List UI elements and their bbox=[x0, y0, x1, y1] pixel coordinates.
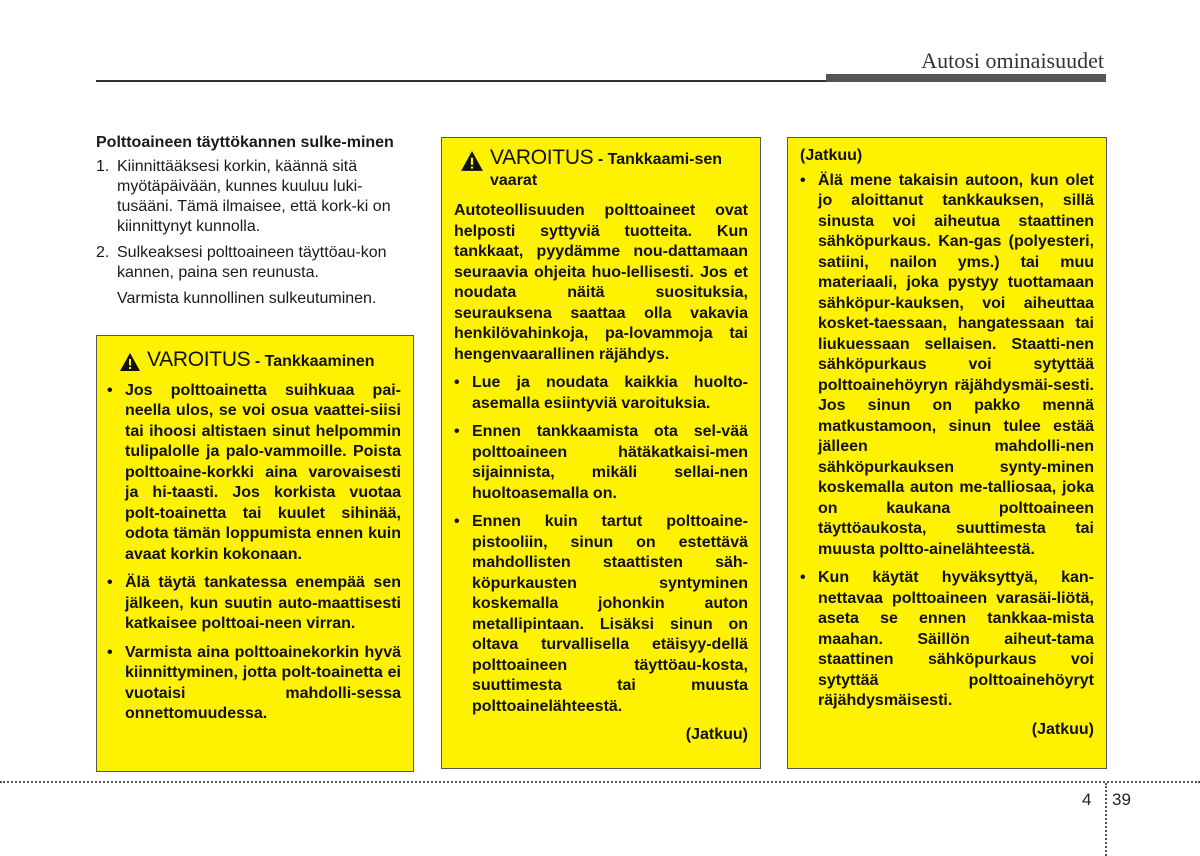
warning-label: VAROITUS bbox=[147, 348, 251, 371]
warning-box-refueling bbox=[96, 335, 414, 772]
step-number: 1. bbox=[96, 158, 110, 175]
section-heading: Polttoaineen täyttökannen sulke-minen bbox=[96, 134, 394, 151]
warning-bullet: • Lue ja noudata kaikkia huolto-asemalla esiintyviä varoituksia. bbox=[454, 373, 748, 414]
warning-intro: Autoteollisuuden polttoaineet ovat helposti syttyviä tuotteita. Kun tankkaat, pyydämme nou-dattamaan seuraavia ohjeita huo-lellisesti. Jos et noudata näitä suosituksia, seurauksena saattaa olla vakavia henkilövahinkoja, pa-lovammoja tai hengenvaarallinen räjähdys. bbox=[454, 202, 748, 363]
footer-page-divider bbox=[1105, 783, 1107, 856]
warning-bullet: • Kun käytät hyväksyttyä, kan-nettavaa polttoaineen varasäi-liötä, aseta se ennen tankkaa-mista maahan. Säillön aiheut-tama staattinen sähköpurkaus voi sytyttää polttoainehöyryt räjähdysmäisesti. bbox=[800, 568, 1094, 712]
warning-bullet: • Jos polttoainetta suihkuaa pai-neella ulos, se voi osua vaattei-siisi tai ihoosi altistaen sinut helpommin tulipalolle ja palo-vammoille. Poista polttoaine-korkki aina varovaisesti ja hi-taasti. Jos korkista vuotaa polt-toainetta tai kuulet sihinää, odota tämän loppumista ennen kuin avaat korkin kokonaan. bbox=[107, 381, 401, 566]
warning-bullet: • Älä täytä tankatessa enempää sen jälkeen, kun suutin auto-maattisesti katkaisee polttoai-neen virran. bbox=[107, 573, 401, 635]
bullet-icon: • bbox=[800, 171, 806, 189]
warning-bullet: • Ennen kuin tartut polttoaine-pistooliin, sinun on estettävä mahdollisten staattisten säh-köpurkausten syntyminen koskemalla johonkin auton metallipintaan. Lisäksi sinun on oltava turvallisella etäisyy-dellä polttoaineen täyttöau-kosta, suuttimesta tai muusta polttoainelähteestä. bbox=[454, 512, 748, 717]
bullet-icon: • bbox=[107, 643, 113, 661]
continued-header: (Jatkuu) bbox=[800, 147, 863, 164]
footer-divider bbox=[0, 781, 1200, 783]
warning-list bbox=[454, 373, 748, 717]
page-number: 39 bbox=[1112, 790, 1131, 809]
warning-bullet: • Ennen tankkaamista ota sel-vää polttoaineen hätäkatkaisi-men sijainnista, mikäli sellai-nen huoltoasemalla on. bbox=[454, 422, 748, 504]
bullet-icon: • bbox=[454, 423, 460, 440]
bullet-icon: • bbox=[800, 569, 806, 586]
warning-box-continued bbox=[787, 137, 1107, 769]
warning-bullet: • Älä mene takaisin autoon, kun olet jo aloittanut tankkauksen, sillä sinusta voi aiheutua staattinen sähköpurkaus. Kan-gas (polyesteri, satiini, nailon yms.) tai muu materiaali, joka pystyy tuottamaan sähköpur-kauksen, voi aiheuttaa kosket-taessaan, hangatessaan tai liukuessaan sellaisen. Staatti-nen sähköpurkaus voi sytyttää polttoainehöyryn räjähdysmäi-sesti. Jos sinun on pakko mennä matkustamoon, sinun tulee estää jälleen mahdolli-nen sähköpurkauksen synty-minen koskemalla auton me-talliosaa, joka on kaukana polttoaineen täyttöaukosta, suuttimesta tai muusta poltto-ainelähteestä. bbox=[800, 171, 1094, 561]
warning-label: VAROITUS bbox=[490, 146, 594, 169]
bullet-icon: • bbox=[107, 574, 113, 591]
warning-triangle-icon bbox=[119, 352, 141, 372]
bullet-icon: • bbox=[454, 374, 460, 391]
warning-list bbox=[800, 171, 1094, 712]
warning-subject: - Tankkaami-sen vaarat bbox=[490, 151, 723, 189]
step-text: Kiinnittääksesi korkin, käännä sitä myötäpäivään, kunnes kuuluu luki-tusääni. Tämä ilmaisee, että kork-ki on kiinnittynyt kunnolla. bbox=[117, 158, 391, 235]
warning-title bbox=[107, 350, 401, 373]
page-header-title: Autosi ominaisuudet bbox=[921, 48, 1104, 73]
step-number: 2. bbox=[96, 244, 110, 261]
closing-instructions bbox=[96, 133, 414, 309]
step-text: Sulkeaksesi polttoaineen täyttöau-kon kannen, paina sen reunusta. bbox=[117, 244, 387, 281]
bullet-icon: • bbox=[454, 513, 460, 530]
step-note: Varmista kunnollinen sulkeutuminen. bbox=[117, 290, 377, 307]
header-rule-thick bbox=[826, 74, 1106, 82]
warning-box-refueling-hazards bbox=[441, 137, 761, 769]
warning-triangle-icon bbox=[460, 150, 484, 172]
step-item bbox=[96, 243, 414, 283]
warning-bullet: • Varmista aina polttoainekorkin hyvä kiinnittyminen, jotta polt-toainetta ei vuotaisi mahdolli-sessa onnettomuudessa. bbox=[107, 643, 401, 725]
chapter-number: 4 bbox=[1082, 790, 1092, 809]
warning-list bbox=[107, 381, 401, 725]
warning-subject: - Tankkaaminen bbox=[250, 353, 375, 370]
step-item bbox=[96, 157, 414, 237]
warning-title bbox=[454, 148, 748, 191]
bullet-icon: • bbox=[107, 381, 113, 399]
header-rule-thin bbox=[96, 80, 826, 82]
continued-label: (Jatkuu) bbox=[685, 726, 748, 743]
continued-label: (Jatkuu) bbox=[1031, 720, 1094, 738]
